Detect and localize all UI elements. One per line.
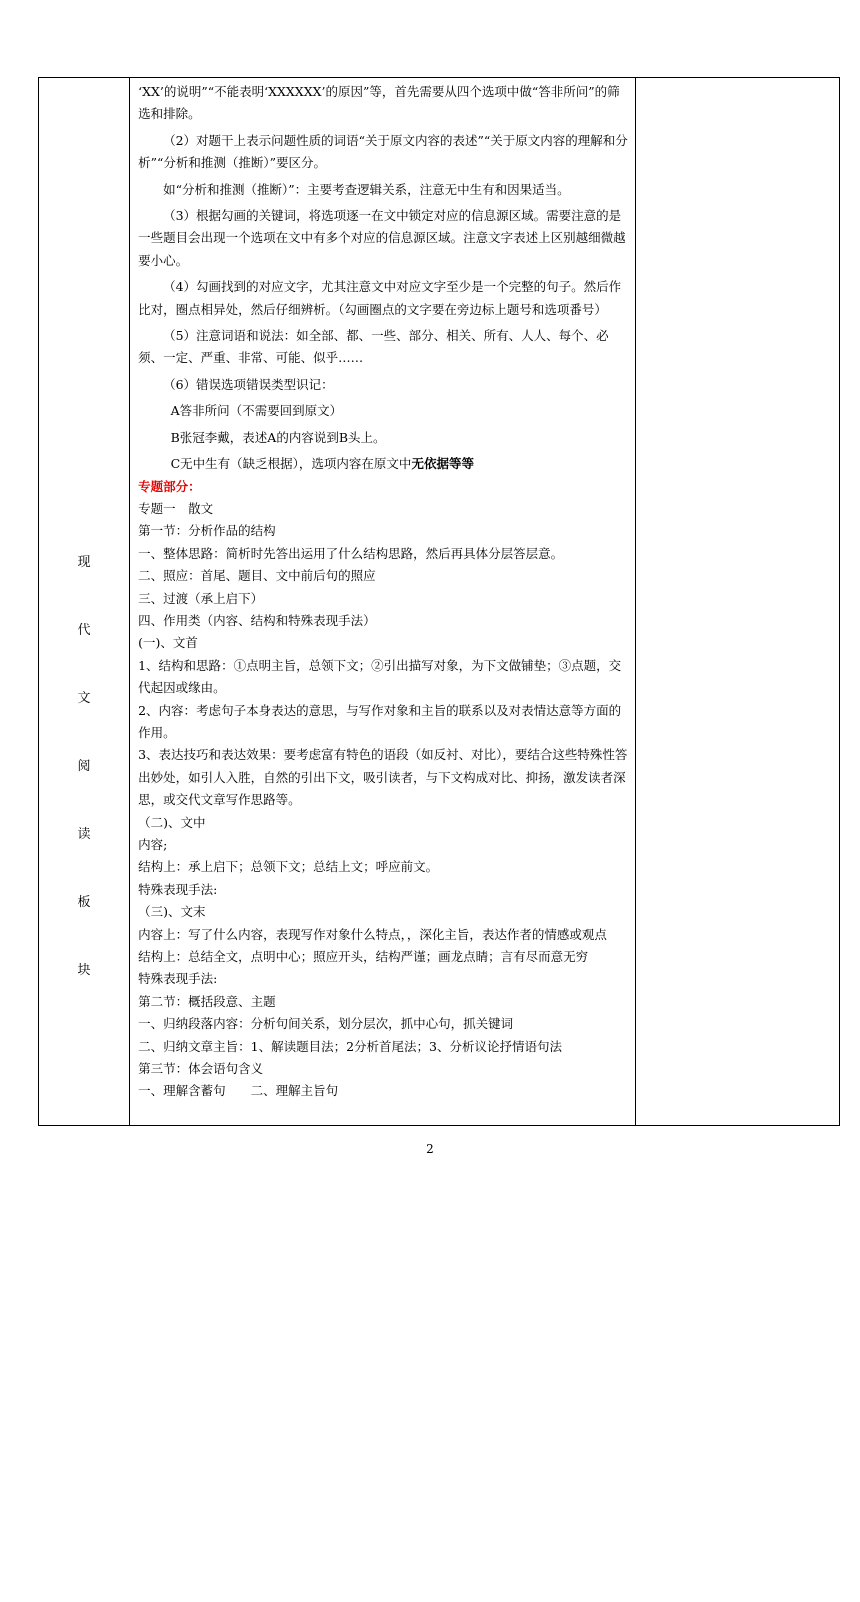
text-run-bold: 无依据等等 xyxy=(411,456,474,472)
paragraph: 如“分析和推测（推断）”：主要考查逻辑关系，注意无中生有和因果适当。 xyxy=(163,181,570,197)
section-label-char: 读 xyxy=(77,827,91,842)
content-table xyxy=(38,77,840,1126)
paragraph: （二)、文中 xyxy=(138,814,206,830)
section-label-char: 阅 xyxy=(77,759,91,774)
paragraph: 一、理解含蓄句 二、理解主旨句 xyxy=(138,1083,339,1099)
paragraph: 2、内容：考虑句子本身表达的意思，与写作对象和主旨的联系以及对表情达意等方面的作用。 xyxy=(138,702,622,740)
content-cell xyxy=(130,78,636,1126)
content-body xyxy=(130,78,635,1103)
paragraph: 结构上：总结全文，点明中心；照应开头，结构严谨；画龙点睛；言有尽而意无穷 xyxy=(138,949,589,965)
paragraph: 三、过渡（承上启下） xyxy=(138,590,264,606)
section-label-cell xyxy=(39,78,130,1126)
paragraph: 二、照应：首尾、题目、文中前后句的照应 xyxy=(138,568,376,584)
paragraph: 专题一 散文 xyxy=(138,500,214,516)
paragraph: （三)、文末 xyxy=(138,904,206,920)
paragraph: 一、归纳段落内容：分析句间关系，划分层次，抓中心句，抓关键词 xyxy=(138,1016,514,1032)
paragraph: 第三节：体会语句含义 xyxy=(138,1061,264,1077)
section-label-char: 文 xyxy=(77,691,91,706)
paragraph xyxy=(138,449,629,475)
paragraph: 内容; xyxy=(138,837,168,852)
paragraph: 四、作用类（内容、结构和特殊表现手法） xyxy=(138,612,376,628)
paragraph: 1、结构和思路：①点明主旨，总领下文；②引出描写对象，为下文做铺垫；③点题，交代起因或缘由。 xyxy=(138,657,622,696)
topic-heading: 专题部分： xyxy=(138,478,201,494)
notes-cell xyxy=(635,78,839,1126)
paragraph: 结构上：承上启下；总领下文；总结上文；呼应前文。 xyxy=(138,859,439,875)
paragraph: （3）根据勾画的关键词，将选项逐一在文中锁定对应的信息源区域。需要注意的是一些题目会出现一个选项在文中有多个对应的信息源区域。注意文字表述上区别越细微越要小心。 xyxy=(138,208,626,268)
section-label-char: 板 xyxy=(77,895,91,910)
paragraph: （4）勾画找到的对应文字，尤其注意文中对应文字至少是一个完整的句子。然后作比对，圈点相异处，然后仔细辨析。（勾画圈点的文字要在旁边标上题号和选项番号） xyxy=(138,279,622,317)
section-label xyxy=(39,78,129,1602)
paragraph: 二、归纳文章主旨：1、解读题目法；2分析首尾法；3、分析议论抒情语句法 xyxy=(138,1038,562,1054)
section-label-char: 块 xyxy=(77,963,91,978)
paragraph: （2）对题干上表示问题性质的词语“关于原文内容的表述”“关于原文内容的理解和分析”“分析和推测（推断）”要区分。 xyxy=(138,132,628,171)
text-run: C无中生有（缺乏根据），选项内容在原文中 xyxy=(170,456,412,472)
paragraph: 第一节：分析作品的结构 xyxy=(138,523,276,539)
paragraph: 第二节：概括段意、主题 xyxy=(138,993,276,1009)
paragraph: 特殊表现手法: xyxy=(138,881,218,897)
page-number: 2 xyxy=(426,1142,434,1156)
paragraph: （5）注意词语和说法：如全部、都、一些、部分、相关、所有、人人、每个、必须、一定、严重、非常、可能、似乎…… xyxy=(138,328,609,366)
paragraph: 内容上：写了什么内容，表现写作对象什么特点，，深化主旨，表达作者的情感或观点 xyxy=(138,926,607,942)
paragraph: 特殊表现手法: xyxy=(138,971,218,987)
paragraph: B张冠李戴，表述A的内容说到B头上。 xyxy=(170,429,386,445)
paragraph: 一、整体思路：简析时先答出运用了什么结构思路，然后再具体分层答层意。 xyxy=(138,545,564,561)
paragraph: 3、表达技巧和表达效果：要考虑富有特色的语段（如反衬、对比），要结合这些特殊性答出妙处，如引人入胜，自然的引出下文，吸引读者，与下文构成对比、抑扬，激发读者深思，或交代文章写作思路等。 xyxy=(138,747,628,808)
paragraph: ‘XX’的说明”“不能表明‘XXXXXX’的原因”等，首先需要从四个选项中做“答非所问”的筛选和排除。 xyxy=(138,84,620,122)
paragraph: （6）错误选项错误类型识记： xyxy=(163,376,334,392)
paragraph: A答非所问（不需要回到原文） xyxy=(170,403,343,419)
section-label-char: 代 xyxy=(77,623,91,638)
paragraph: (一)、文首 xyxy=(138,635,198,651)
section-label-char: 现 xyxy=(77,555,91,570)
